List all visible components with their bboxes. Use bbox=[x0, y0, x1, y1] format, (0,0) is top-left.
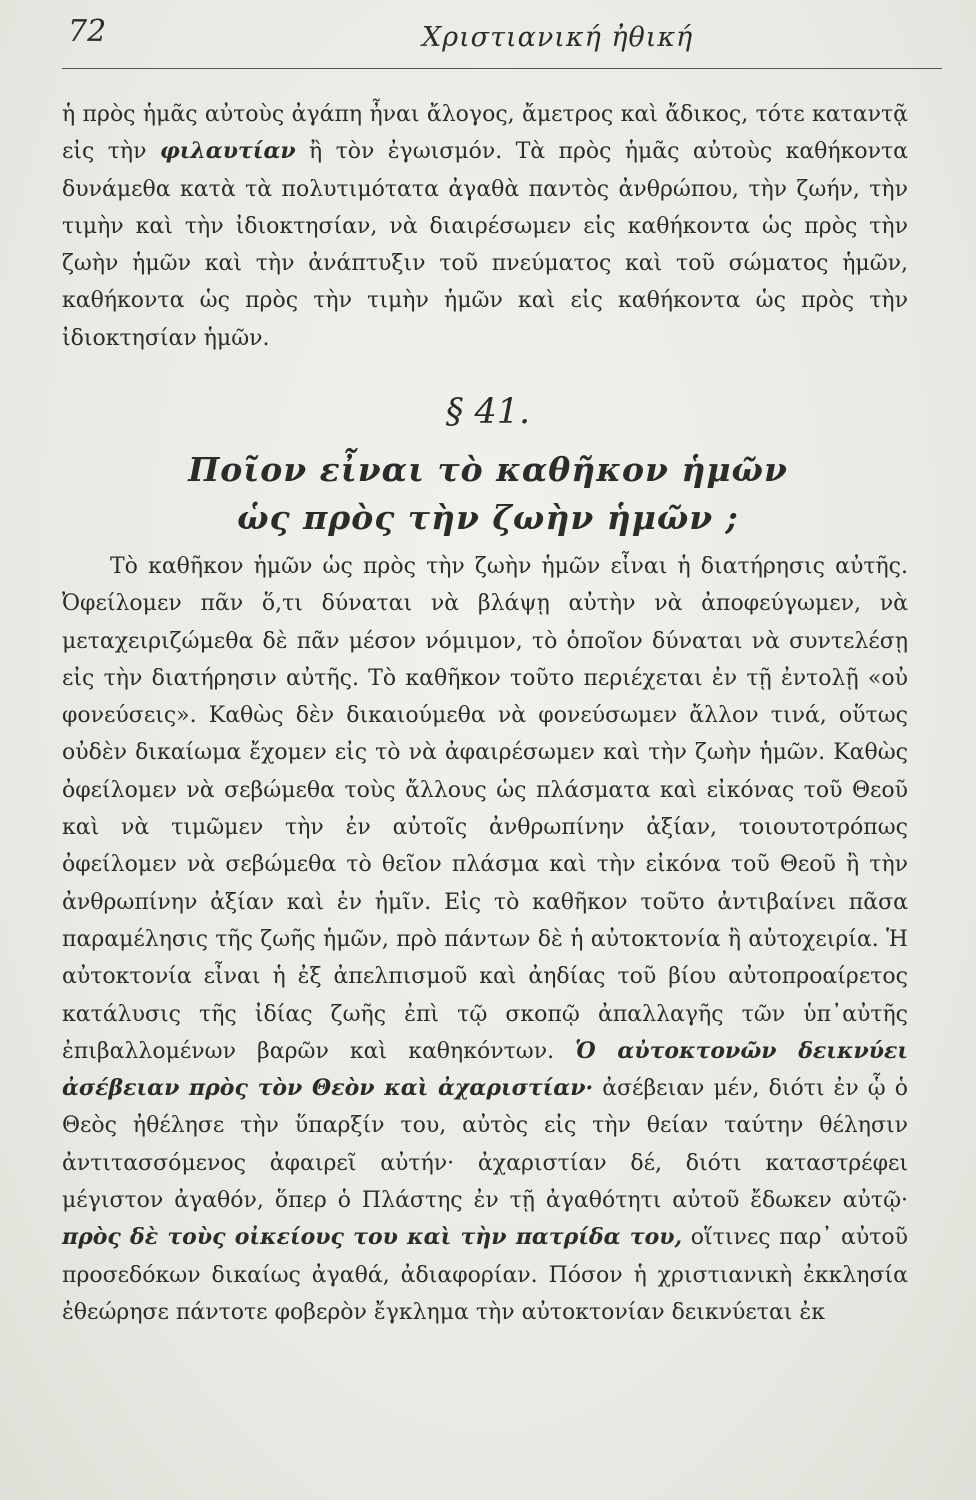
body-text-part1: Τὸ καθῆκον ἡμῶν ὡς πρὸς τὴν ζωὴν ἡμῶν εἶναι ἡ διατήρησις αὐτῆς. Ὀφείλομεν πᾶν ὅ,τι δύναται νὰ βλάψῃ αὐτὴν νὰ ἀποφεύγωμεν, νὰ μεταχειριζώμεθα δὲ πᾶν μέσον νόμιμον, τὸ ὁποῖον δύναται νὰ συντελέσῃ εἰς τὴν διατήρησιν αὐτῆς. Τὸ καθῆκον τοῦτο περιέχεται ἐν τῇ ἐντολῇ «οὐ φονεύσεις». Καθὼς δὲν δικαιούμεθα νὰ φονεύσωμεν ἄλλον τινά, οὕτως οὐδὲν δικαίωμα ἔχομεν εἰς τὸ νὰ ἀφαιρέσωμεν καὶ τὴν ζωὴν ἡμῶν. Καθὼς ὀφείλομεν νὰ σεβώμεθα τοὺς ἄλλους ὡς πλάσματα καὶ εἰκόνας τοῦ Θεοῦ καὶ νὰ τιμῶμεν τὴν ἐν αὐτοῖς ἀνθρωπίνην ἀξίαν, τοιουτοτρόπως ὀφείλομεν νὰ σεβώμεθα τὸ θεῖον πλάσμα καὶ τὴν εἰκόνα τοῦ Θεοῦ ἢ τὴν ἀνθρωπίνην ἀξίαν καὶ ἐν ἡμῖν. Εἰς τὸ καθῆκον τοῦτο ἀντιβαίνει πᾶσα παραμέλησις τῆς ζωῆς ἡμῶν, πρὸ πάντων δὲ ἡ αὐτοκτονία ἢ αὐτοχειρία. Ἡ αὐτοκτονία εἶναι ἡ ἐξ ἀπελπισμοῦ καὶ ἀηδίας τοῦ βίου αὐτοπροαίρετος κατάλυσις τῆς ἰδίας ζωῆς ἐπὶ τῷ σκοπῷ ἀπαλλαγῆς τῶν ὑπ᾽αὐτῆς ἐπιβαλλομένων βαρῶν καὶ καθηκόντων. bbox=[62, 554, 908, 1064]
intro-text-part2: ἢ τὸν ἐγωισμόν. Τὰ πρὸς ἡμᾶς αὐτοὺς καθήκοντα δυνάμεθα κατὰ τὰ πολυτιμότατα ἀγαθὰ παντὸς ἀνθρώπου, τὴν ζωήν, τὴν τιμὴν καὶ τὴν ἰδιοκτησίαν, νὰ διαιρέσωμεν εἰς καθήκοντα ὡς πρὸς τὴν ζωὴν ἡμῶν καὶ τὴν ἀνάπτυξιν τοῦ πνεύματος καὶ τοῦ σώματος ἡμῶν, καθήκοντα ὡς πρὸς τὴν τιμὴν ἡμῶν καὶ εἰς καθήκοντα ὡς πρὸς τὴν ἰδιοκτησίαν ἡμῶν. bbox=[62, 139, 908, 351]
section-number: § 41. bbox=[445, 392, 531, 432]
intro-emphasis: φιλαυτίαν bbox=[159, 138, 296, 165]
section-body bbox=[62, 548, 908, 1331]
body-text-part3: οἵτινες παρ᾽ αὐτοῦ προσεδόκων δικαίως ἀγαθά, ἀδιαφορίαν. Πόσον ἡ χριστιανικὴ ἐκκλησία ἐθεώρησε πάντοτε φοβερὸν ἔγκλημα τὴν αὐτοκτονίαν δεικνύεται ἐκ bbox=[62, 1225, 909, 1325]
section-title-line2: ὡς πρὸς τὴν ζωὴν ἡμῶν ; bbox=[237, 498, 739, 537]
page-header bbox=[62, 10, 942, 70]
intro-text-part1: ἡ πρὸς ἡμᾶς αὐτοὺς ἀγάπη ἦναι ἄλογος, ἄμετρος καὶ ἄδικος, τότε καταντᾷ εἰς τὴν bbox=[62, 102, 908, 165]
body-emphasis-1: Ὁ αὐτοκτονῶν δεικνύει ἀσέβειαν πρὸς τὸν Θεὸν καὶ ἀχαριστίαν· bbox=[62, 1037, 908, 1102]
body-paragraph bbox=[62, 548, 908, 1331]
page-number: 72 bbox=[68, 14, 107, 49]
intro-text bbox=[62, 96, 908, 357]
body-text-part2: ἀσέβειαν μέν, διότι ἐν ᾧ ὁ Θεὸς ἠθέλησε τὴν ὕπαρξίν του, αὐτὸς εἰς τὴν θείαν ταύτην θέλησιν ἀντιτασσόμενος ἀφαιρεῖ αὐτήν· ἀχαριστίαν δέ, διότι καταστρέφει μέγιστον ἀγαθόν, ὅπερ ὁ Πλάστης ἐν τῇ ἀγαθότητι αὐτοῦ ἔδωκεν αὐτῷ· bbox=[62, 1076, 909, 1214]
header-rule bbox=[62, 68, 942, 69]
running-title: Χριστιανική ἠθική bbox=[422, 22, 694, 53]
body-emphasis-2: πρὸς δὲ τοὺς οἰκείους του καὶ τὴν πατρίδα του, bbox=[62, 1224, 683, 1251]
intro-paragraph bbox=[62, 96, 908, 357]
section-title-line1: Ποῖον εἶναι τὸ καθῆκον ἡμῶν bbox=[188, 450, 788, 489]
